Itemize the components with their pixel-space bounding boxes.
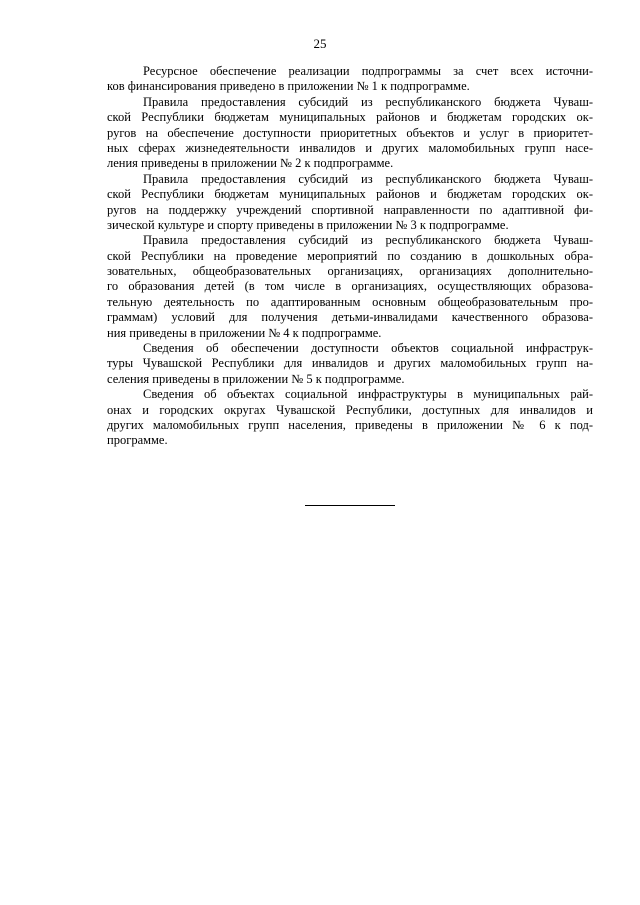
paragraph-line: ской Республики бюджетам муниципальных районов и бюджетам городских ок- <box>107 110 593 125</box>
paragraph-line: зической культуре и спорту приведены в приложении № 3 к подпрограмме. <box>107 217 509 232</box>
paragraph-line: ругов на обеспечение доступности приоритетных объектов и услуг в приоритет- <box>107 125 593 140</box>
paragraph-line: зовательных, общеобразовательных организациях, организациях дополнительно- <box>107 264 593 279</box>
paragraph-subsidy-rules-sports <box>107 172 593 234</box>
paragraph-line: Сведения об обеспечении доступности объектов социальной инфраструк- <box>143 341 593 356</box>
paragraph-line: ругов на поддержку учреждений спортивной направленности по адаптивной фи- <box>107 202 593 217</box>
paragraph-line: туры Чувашской Республики для инвалидов и других маломобильных групп на- <box>107 356 593 371</box>
paragraph-line: Ресурсное обеспечение реализации подпрограммы за счет всех источни- <box>143 64 593 78</box>
paragraph-accessibility-info <box>107 341 593 387</box>
document-body <box>107 64 593 449</box>
paragraph-line: Правила предоставления субсидий из республиканского бюджета Чуваш- <box>143 94 593 109</box>
paragraph-line: ской Республики на проведение мероприятий по созданию в дошкольных обра- <box>107 248 593 263</box>
paragraph-line: Сведения об объектах социальной инфраструктуры в муниципальных рай- <box>143 387 593 402</box>
paragraph-line: Правила предоставления субсидий из республиканского бюджета Чуваш- <box>143 171 593 186</box>
paragraph-line: онах и городских округах Чувашской Республики, доступных для инвалидов и <box>107 402 593 417</box>
paragraph-line: ния приведены в приложении № 4 к подпрограмме. <box>107 325 382 340</box>
paragraph-line: тельную деятельность по адаптированным основным общеобразовательным про- <box>107 294 593 309</box>
paragraph-subsidy-rules-education <box>107 233 593 341</box>
paragraph-resource-provision <box>107 64 593 95</box>
paragraph-line: селения приведены в приложении № 5 к подпрограмме. <box>107 371 405 386</box>
paragraph-line: го образования детей (в том числе в организациях, осуществляющих образова- <box>107 279 593 294</box>
paragraph-infrastructure-objects <box>107 387 593 449</box>
page-number: 25 <box>313 36 327 51</box>
paragraph-line: ления приведены в приложении № 2 к подпрограмме. <box>107 156 394 171</box>
separator-line <box>305 505 395 506</box>
paragraph-line: ской Республики бюджетам муниципальных районов и бюджетам городских ок- <box>107 187 593 202</box>
paragraph-line: ков финансирования приведено в приложении № 1 к подпрограмме. <box>107 79 470 94</box>
paragraph-subsidy-rules-accessibility <box>107 95 593 172</box>
paragraph-line: ных сферах жизнедеятельности инвалидов и других маломобильных групп насе- <box>107 140 593 155</box>
paragraph-line: других маломобильных групп населения, приведены в приложении № 6 к под- <box>107 417 593 432</box>
paragraph-line: программе. <box>107 433 168 448</box>
paragraph-line: Правила предоставления субсидий из республиканского бюджета Чуваш- <box>143 233 593 248</box>
paragraph-line: граммам) условий для получения детьми-инвалидами качественного образова- <box>107 310 593 325</box>
